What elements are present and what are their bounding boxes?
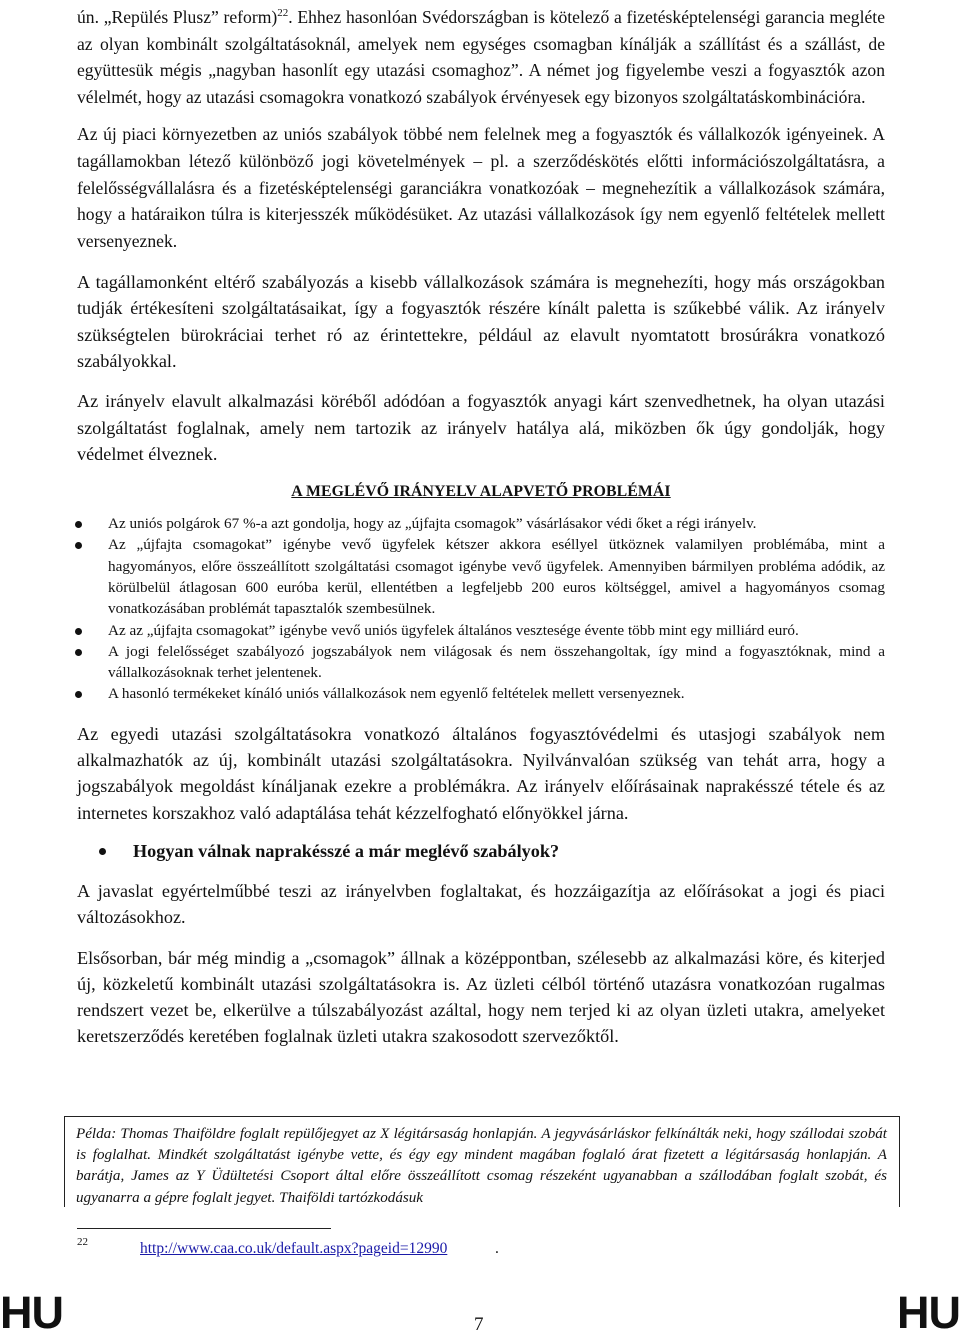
paragraph-6: A javaslat egyértelműbbé teszi az irányelvben foglaltakat, és hozzáigazítja az előírásokat a jogi és piaci változásokhoz.	[77, 880, 885, 928]
list-item: Az uniós polgárok 67 %-a azt gondolja, hogy az „újfajta csomagok” vásárlásakor védi őket a régi irányelv.	[77, 513, 885, 534]
list-item: A hasonló termékeket kínáló uniós vállalkozások nem egyenlő feltételek mellett versenyeznek.	[77, 683, 885, 704]
example-text: Példa: Thomas Thaiföldre foglalt repülőjegyet az X légitársaság honlapján. A jegyvásárláskor felkínálták neki, hogy szállodai szobát is foglalhat. Mindkét szolgáltatást igénybe vette, és égy egy mindent magában foglaló árat fizetett a légitársaság honlapján. A barátja, James az Y Üdültetési Csoport által előre összeállított csomag részeként ugyanabban a szállodában foglalt szobát, és ugyanarra a gépre foglalt jegyet. Thaiföldi tartózkodásuk	[76, 1126, 887, 1206]
footnote-number: 22	[77, 1236, 88, 1248]
bullet-icon	[75, 628, 82, 635]
paragraph-4: Az irányelv elavult alkalmazási köréből adódóan a fogyasztók anyagi kárt szenvedhetnek, ha olyan utazási szolgáltatást foglalnak, amely nem tartozik az irányelv hatálya alá, miközben ők úgy gondolják, hogy védelmet élveznek.	[77, 391, 885, 464]
paragraph-3: A tagállamonként eltérő szabályozás a kisebb vállalkozások számára is megnehezíti, hogy más országokban tudják értékesíteni szolgáltatásaikat, így a fogyasztók részére kínált paletta is szűkebbé válik. Az irányelv szükségtelen bürokráciai terhet ró az érintettekre, például az elavult nyomtatott brosúrákra vonatkozó szabályokkal.	[77, 272, 885, 371]
bullet-icon	[75, 649, 82, 656]
problem-list	[77, 513, 885, 705]
paragraph-7: Elsősorban, bár még mindig a „csomagok” állnak a középpontban, szélesebb az alkalmazási köre, és kiterjed új, közkeletű kombinált utazási szolgáltatásokra is. Az üzleti célból történő utazásra vonatkozóan rugalmas rendszert vezet be, elkerülve a túlszabályozást azáltal, hogy nem terjed ki az olyan üzleti utakra, amelyeket keretszerződés keretében foglalnak üzleti utakra szakosodott szervezőktől.	[77, 947, 885, 1047]
bullet-icon	[75, 691, 82, 698]
bullet-icon	[75, 542, 82, 549]
paragraph-1	[77, 0, 885, 111]
list-item: A jogi felelősséget szabályozó jogszabályok nem világosak és nem összehangoltak, így mind a fogyasztóknak, mind a vállalkozásoknak terhet jelentenek.	[77, 641, 885, 684]
example-box	[64, 1116, 900, 1207]
paragraph-1-rest: . Ehhez hasonlóan Svédországban is kötelező a fizetésképtelenségi garancia megléte az olyan kombinált szolgáltatásoknál, amelyek nem egységes csomagban kínálják a szállítást és a szállást, de együttesük mégis „nagyban hasonlít egy utazási csomaghoz”. A német jog figyelembe veszi a fogyasztók azon vélelmét, hogy az utazási csomagokra vonatkozó szabályok érvényesek egy bizonyos szolgáltatáskombinációra.	[77, 6, 885, 108]
document-body	[77, 0, 885, 1050]
bullet-icon	[99, 848, 106, 855]
question-heading: Hogyan válnak naprakésszé a már meglévő szabályok?	[77, 838, 885, 864]
footer-language-left: HU	[0, 1287, 63, 1338]
paragraph-5: Az egyedi utazási szolgáltatásokra vonatkozó általános fogyasztóvédelmi és utasjogi szabályok nem alkalmazhatók az új, kombinált utazási szolgáltatásokra. Nyilvánvalóan szükség van tehát arra, hogy a jogszabályok megoldást kínáljanak ezekre a problémákra. Az irányelv előírásainak naprakésszé tétele és az internetes korszakhoz való adaptálása tehát kézzelfogható előnyökkel járna.	[77, 723, 885, 823]
footnote-ref[interactable]: 22	[277, 7, 289, 19]
list-item: Az „újfajta csomagokat” igénybe vevő ügyfelek kétszer akkora eséllyel ütköznek valamilyen problémába, mint a hagyományos, előre összeállított szolgáltatási csomagot igénybe vevő ügyfelek. Amennyiben bármilyen probléma adódik, az körülbelül átlagosan 600 euróba kerül, ellentétben a legfeljebb 200 euros költséggel, amivel a hagyományos csomag vonatkozásában problémát tapasztalók szembesülnek.	[77, 534, 885, 619]
paragraph-1-start: ún. „Repülés Plusz” reform)	[77, 6, 278, 27]
footnote-suffix: .	[495, 1240, 499, 1257]
section-heading: A MEGLÉVŐ IRÁNYELV ALAPVETŐ PROBLÉMÁI	[291, 483, 671, 501]
list-item: Az az „újfajta csomagokat” igénybe vevő uniós ügyfelek általános vesztesége évente több mint egy milliárd euró.	[77, 620, 885, 641]
page-number: 7	[474, 1314, 484, 1335]
footer-language-right: HU	[897, 1287, 960, 1338]
footnote-link[interactable]: http://www.caa.co.uk/default.aspx?pageid=12990	[140, 1240, 448, 1257]
paragraph-2: Az új piaci környezetben az uniós szabályok többé nem felelnek meg a fogyasztók és vállalkozók igényeinek. A tagállamokban létező különböző jogi követelmények – pl. a szerződéskötés előtti információszolgáltatásra, a felelősségvállalásra és a fizetésképtelenségi garanciákra vonatkozóak – megnehezítik a vállalkozások számára, hogy a határaikon túlra is kiterjesszék működésüket. Az utazási vállalkozások így nem egyenlő feltételek mellett versenyeznek.	[77, 124, 885, 252]
bullet-icon	[75, 521, 82, 528]
footnote-separator	[77, 1228, 331, 1229]
